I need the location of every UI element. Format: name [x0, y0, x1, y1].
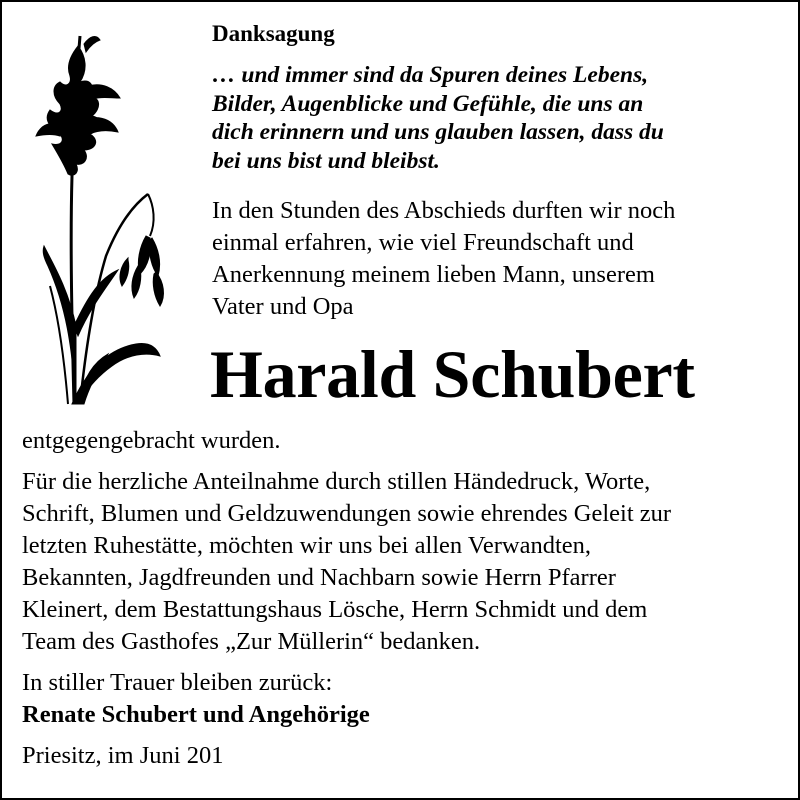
- heading-danksagung: Danksagung: [212, 21, 335, 46]
- quote-line: dich erinnern und uns glauben lassen, dass du: [212, 119, 664, 145]
- thanks-line: Für die herzliche Anteilnahme durch stillen Händedruck, Worte,: [22, 468, 651, 495]
- quote-line: bei uns bist und bleibst.: [212, 147, 440, 174]
- place-date: Priesitz, im Juni 201: [22, 742, 224, 769]
- intro-line: Anerkennung meinem lieben Mann, unserem: [212, 261, 655, 288]
- grass-illustration-icon: [28, 26, 178, 408]
- deceased-name: Harald Schubert: [210, 336, 695, 412]
- thanks-line: Team des Gasthofes „Zur Müllerin“ bedanken.: [22, 628, 481, 655]
- thanks-line: letzten Ruhestätte, möchten wir uns bei allen Verwandten,: [22, 532, 592, 559]
- thanks-line: Kleinert, dem Bestattungshaus Lösche, Herrn Schmidt und dem: [22, 596, 648, 623]
- intro-line: In den Stunden des Abschieds durften wir noch: [212, 197, 676, 224]
- intro-paragraph: [212, 195, 792, 323]
- thanks-line: Schrift, Blumen und Geldzuwendungen sowie ehrendes Geleit zur: [22, 500, 672, 527]
- intro-line: Vater und Opa: [212, 293, 354, 320]
- mourning-line: In stiller Trauer bleiben zurück:: [22, 669, 333, 696]
- quote-line: … und immer sind da Spuren deines Lebens,: [212, 62, 649, 88]
- quote-line: Bilder, Augenblicke und Gefühle, die uns an: [212, 90, 644, 117]
- thanks-line: Bekannten, Jagdfreunden und Nachbarn sowie Herrn Pfarrer: [22, 564, 616, 591]
- after-name-line: entgegengebracht wurden.: [22, 427, 281, 454]
- intro-line: einmal erfahren, wie viel Freundschaft und: [212, 229, 634, 256]
- thanks-section: [22, 425, 792, 772]
- memorial-quote: [212, 61, 792, 175]
- mourners-names: Renate Schubert und Angehörige: [22, 701, 370, 728]
